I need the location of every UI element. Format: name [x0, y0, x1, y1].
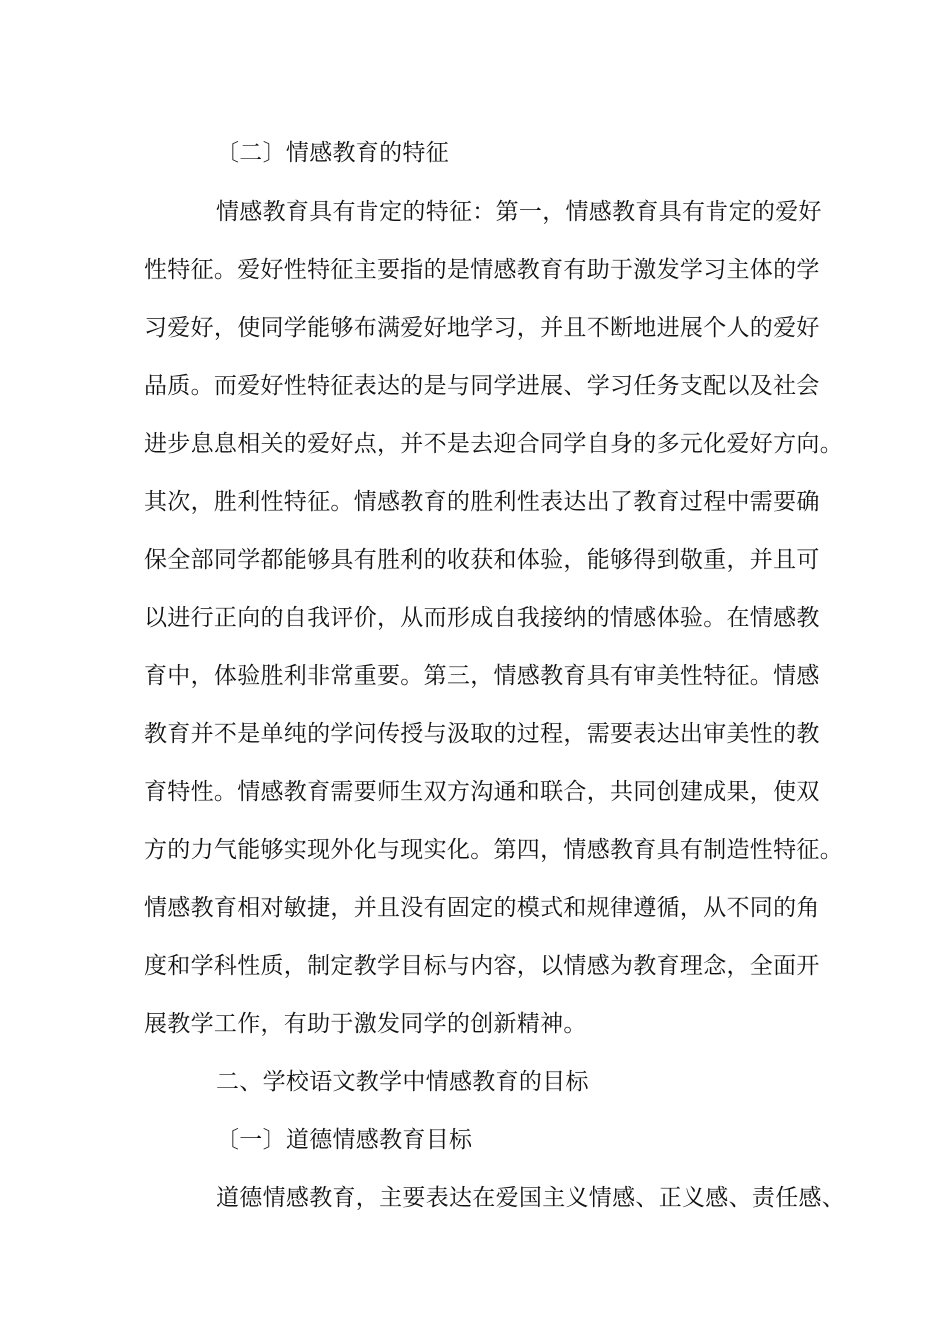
paragraph-line: 情感教育相对敏捷，并且没有固定的模式和规律遵循，从不同的角 — [144, 895, 820, 921]
paragraph-line: 其次，胜利性特征。情感教育的胜利性表达出了教育过程中需要确 — [144, 489, 820, 515]
paragraph-line: 保全部同学都能够具有胜利的收获和体验，能够得到敬重，并且可 — [144, 547, 820, 573]
section-heading-goals: 二、学校语文教学中情感教育的目标 — [216, 1069, 589, 1095]
paragraph-line: 习爱好，使同学能够布满爱好地学习，并且不断地进展个人的爱好 — [144, 315, 820, 341]
paragraph-line: 进步息息相关的爱好点，并不是去迎合同学自身的多元化爱好方向。 — [144, 431, 843, 457]
paragraph-line: 道德情感教育，主要表达在爱国主义情感、正义感、责任感、 — [216, 1185, 846, 1211]
paragraph-line: 性特征。爱好性特征主要指的是情感教育有助于激发学习主体的学 — [144, 257, 820, 283]
paragraph-line: 方的力气能够实现外化与现实化。第四，情感教育具有制造性特征。 — [144, 837, 843, 863]
paragraph-line: 育中，体验胜利非常重要。第三，情感教育具有审美性特征。情感 — [144, 663, 820, 689]
paragraph-line: 育特性。情感教育需要师生双方沟通和联合，共同创建成果，使双 — [144, 779, 820, 805]
heading-emotional-education-features: 〔二〕情感教育的特征 — [216, 140, 449, 166]
paragraph-line: 度和学科性质，制定教学目标与内容，以情感为教育理念，全面开 — [144, 953, 820, 979]
subheading-moral-education: 〔一〕道德情感教育目标 — [216, 1127, 473, 1153]
paragraph-line: 品质。而爱好性特征表达的是与同学进展、学习任务支配以及社会 — [144, 373, 820, 399]
paragraph-line: 教育并不是单纯的学问传授与汲取的过程，需要表达出审美性的教 — [144, 721, 820, 747]
paragraph-line: 展教学工作，有助于激发同学的创新精神。 — [144, 1011, 587, 1037]
paragraph-line: 以进行正向的自我评价，从而形成自我接纳的情感体验。在情感教 — [144, 605, 820, 631]
paragraph-line: 情感教育具有肯定的特征：第一，情感教育具有肯定的爱好 — [216, 199, 822, 225]
